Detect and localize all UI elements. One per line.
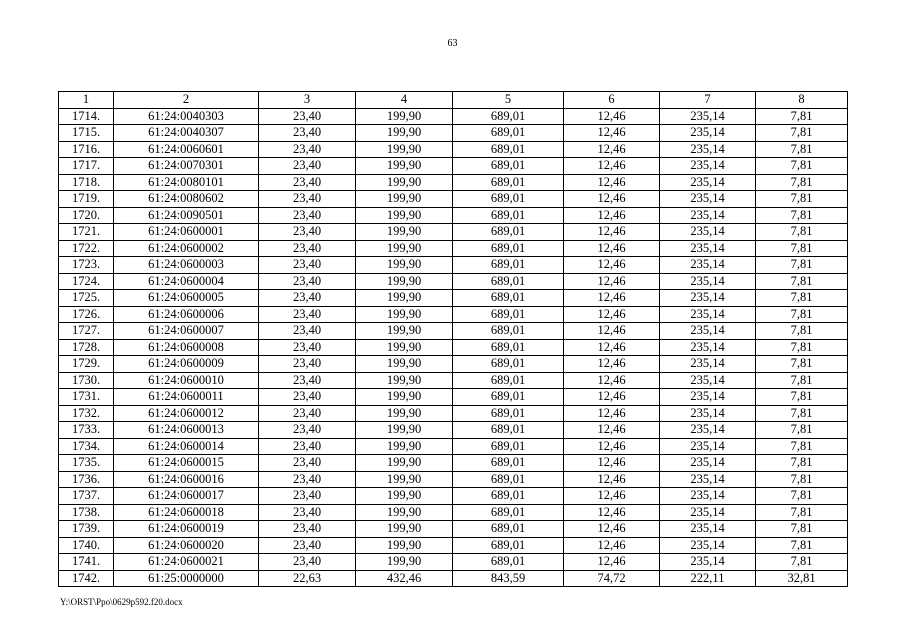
table-cell: 22,63 [259,570,356,587]
table-cell: 7,81 [756,455,848,472]
table-row [59,125,848,142]
table-cell: 689,01 [453,422,564,439]
table-cell: 23,40 [259,471,356,488]
table-cell: 23,40 [259,339,356,356]
table-cell: 61:24:0600005 [114,290,259,307]
table-row [59,257,848,274]
table-row [59,207,848,224]
table-cell: 23,40 [259,521,356,538]
table-cell: 199,90 [356,306,453,323]
table-cell: 689,01 [453,273,564,290]
table-cell: 7,81 [756,339,848,356]
table-cell: 235,14 [660,537,756,554]
table-cell: 199,90 [356,273,453,290]
table-row [59,339,848,356]
table-cell: 199,90 [356,471,453,488]
table-cell: 12,46 [564,141,660,158]
table-cell: 1715. [59,125,114,142]
table-cell: 12,46 [564,191,660,208]
table-cell: 235,14 [660,323,756,340]
table-cell: 199,90 [356,323,453,340]
table-cell: 61:24:0600021 [114,554,259,571]
table-row [59,240,848,257]
column-header: 2 [114,92,259,109]
table-cell: 199,90 [356,207,453,224]
table-cell: 61:24:0040303 [114,108,259,125]
table-cell: 199,90 [356,224,453,241]
table-cell: 235,14 [660,372,756,389]
table-cell: 23,40 [259,306,356,323]
table-row [59,356,848,373]
table-cell: 61:24:0040307 [114,125,259,142]
table-cell: 689,01 [453,240,564,257]
table-cell: 689,01 [453,356,564,373]
table-cell: 23,40 [259,141,356,158]
table-cell: 7,81 [756,257,848,274]
table-cell: 1739. [59,521,114,538]
table-row [59,570,848,587]
table-cell: 23,40 [259,257,356,274]
table-cell: 199,90 [356,521,453,538]
table-cell: 235,14 [660,158,756,175]
table-cell: 12,46 [564,389,660,406]
table-cell: 12,46 [564,339,660,356]
column-header: 4 [356,92,453,109]
table-cell: 23,40 [259,356,356,373]
table-cell: 7,81 [756,273,848,290]
table-cell: 61:24:0600009 [114,356,259,373]
table-cell: 12,46 [564,240,660,257]
table-cell: 61:24:0060601 [114,141,259,158]
table-row [59,372,848,389]
table-cell: 1720. [59,207,114,224]
table-row [59,224,848,241]
table-row [59,323,848,340]
table-cell: 199,90 [356,405,453,422]
table-cell: 61:24:0600011 [114,389,259,406]
table-cell: 235,14 [660,191,756,208]
table-cell: 23,40 [259,323,356,340]
table-cell: 7,81 [756,471,848,488]
table-cell: 689,01 [453,504,564,521]
table-cell: 23,40 [259,488,356,505]
table-cell: 689,01 [453,521,564,538]
table-cell: 222,11 [660,570,756,587]
page-number: 63 [447,38,458,49]
footer-file-path: Y:\ORST\Ppo\0629p592.f20.docx [60,597,183,607]
data-table [58,91,848,587]
table-row [59,438,848,455]
table-row [59,306,848,323]
table-cell: 61:24:0600010 [114,372,259,389]
table-cell: 12,46 [564,257,660,274]
table-cell: 23,40 [259,405,356,422]
table-cell: 61:24:0600002 [114,240,259,257]
table-cell: 689,01 [453,224,564,241]
table-cell: 199,90 [356,422,453,439]
table-cell: 61:24:0600019 [114,521,259,538]
table-cell: 7,81 [756,504,848,521]
table-cell: 1737. [59,488,114,505]
table-cell: 61:24:0090501 [114,207,259,224]
table-cell: 7,81 [756,356,848,373]
table-cell: 7,81 [756,488,848,505]
table-cell: 1721. [59,224,114,241]
table-cell: 235,14 [660,257,756,274]
table-cell: 235,14 [660,108,756,125]
table-cell: 235,14 [660,339,756,356]
table-cell: 199,90 [356,174,453,191]
column-header: 1 [59,92,114,109]
table-row [59,389,848,406]
table-cell: 74,72 [564,570,660,587]
table-cell: 12,46 [564,554,660,571]
table-cell: 235,14 [660,521,756,538]
table-cell: 1726. [59,306,114,323]
table-cell: 1734. [59,438,114,455]
table-cell: 235,14 [660,125,756,142]
table-cell: 12,46 [564,405,660,422]
table-cell: 689,01 [453,339,564,356]
table-cell: 7,81 [756,323,848,340]
table-cell: 12,46 [564,290,660,307]
table-cell: 7,81 [756,438,848,455]
table-cell: 61:24:0600015 [114,455,259,472]
table-cell: 23,40 [259,438,356,455]
table-cell: 1730. [59,372,114,389]
table-cell: 1733. [59,422,114,439]
table-cell: 1716. [59,141,114,158]
table-cell: 7,81 [756,290,848,307]
table-cell: 12,46 [564,438,660,455]
table-cell: 1735. [59,455,114,472]
table-cell: 61:24:0600016 [114,471,259,488]
table-cell: 235,14 [660,356,756,373]
table-cell: 23,40 [259,108,356,125]
table-cell: 689,01 [453,158,564,175]
table-cell: 199,90 [356,257,453,274]
table-cell: 1718. [59,174,114,191]
table-body [59,108,848,587]
table-cell: 12,46 [564,504,660,521]
table-cell: 199,90 [356,240,453,257]
table-cell: 61:24:0600004 [114,273,259,290]
table-cell: 61:24:0070301 [114,158,259,175]
table-cell: 235,14 [660,422,756,439]
table-cell: 7,81 [756,224,848,241]
table-cell: 1729. [59,356,114,373]
column-header: 5 [453,92,564,109]
table-cell: 61:24:0600012 [114,405,259,422]
table-cell: 199,90 [356,488,453,505]
table-cell: 12,46 [564,521,660,538]
table-row [59,158,848,175]
table-row [59,554,848,571]
table-cell: 12,46 [564,306,660,323]
table-row [59,422,848,439]
table-cell: 199,90 [356,537,453,554]
table-cell: 1728. [59,339,114,356]
table-cell: 1725. [59,290,114,307]
table-cell: 7,81 [756,405,848,422]
table-cell: 235,14 [660,554,756,571]
table-cell: 1740. [59,537,114,554]
table-cell: 199,90 [356,125,453,142]
table-cell: 689,01 [453,108,564,125]
table-cell: 12,46 [564,471,660,488]
table-cell: 235,14 [660,389,756,406]
table-cell: 1723. [59,257,114,274]
table-row [59,273,848,290]
table-cell: 23,40 [259,372,356,389]
table-cell: 199,90 [356,339,453,356]
column-header: 8 [756,92,848,109]
table-row [59,405,848,422]
table-cell: 199,90 [356,141,453,158]
table-cell: 23,40 [259,554,356,571]
table-cell: 235,14 [660,207,756,224]
table-cell: 199,90 [356,438,453,455]
table-cell: 7,81 [756,158,848,175]
table-cell: 199,90 [356,191,453,208]
table-cell: 61:24:0600018 [114,504,259,521]
table-cell: 689,01 [453,323,564,340]
table-row [59,537,848,554]
table-cell: 1742. [59,570,114,587]
table-cell: 199,90 [356,389,453,406]
table-cell: 23,40 [259,504,356,521]
table-cell: 1727. [59,323,114,340]
table-cell: 7,81 [756,240,848,257]
table-cell: 7,81 [756,141,848,158]
table-cell: 689,01 [453,471,564,488]
table-cell: 23,40 [259,158,356,175]
table-cell: 689,01 [453,537,564,554]
table-cell: 7,81 [756,372,848,389]
table-cell: 1732. [59,405,114,422]
table-cell: 235,14 [660,504,756,521]
table-cell: 61:24:0600013 [114,422,259,439]
table-cell: 1724. [59,273,114,290]
table-cell: 1736. [59,471,114,488]
table-cell: 12,46 [564,174,660,191]
table-cell: 61:24:0600006 [114,306,259,323]
table-cell: 689,01 [453,389,564,406]
table-cell: 689,01 [453,306,564,323]
table-cell: 689,01 [453,488,564,505]
table-row [59,108,848,125]
table-cell: 32,81 [756,570,848,587]
table-row [59,191,848,208]
table-cell: 23,40 [259,290,356,307]
table-cell: 23,40 [259,389,356,406]
table-cell: 199,90 [356,158,453,175]
table-cell: 7,81 [756,554,848,571]
table-cell: 61:24:0080101 [114,174,259,191]
table-cell: 23,40 [259,207,356,224]
column-header: 3 [259,92,356,109]
table-cell: 23,40 [259,224,356,241]
table-cell: 1741. [59,554,114,571]
table-cell: 1722. [59,240,114,257]
table-cell: 23,40 [259,191,356,208]
table-cell: 12,46 [564,488,660,505]
table-cell: 7,81 [756,191,848,208]
table-cell: 235,14 [660,455,756,472]
table-cell: 689,01 [453,207,564,224]
table-cell: 199,90 [356,504,453,521]
table-row [59,521,848,538]
table-cell: 235,14 [660,174,756,191]
table-cell: 61:24:0080602 [114,191,259,208]
table-cell: 61:24:0600017 [114,488,259,505]
table-cell: 689,01 [453,554,564,571]
table-cell: 12,46 [564,273,660,290]
table-cell: 23,40 [259,273,356,290]
table-cell: 12,46 [564,125,660,142]
table-cell: 23,40 [259,422,356,439]
table-cell: 12,46 [564,158,660,175]
table-cell: 23,40 [259,240,356,257]
table-cell: 235,14 [660,290,756,307]
table-cell: 7,81 [756,174,848,191]
table-cell: 1714. [59,108,114,125]
table-cell: 12,46 [564,422,660,439]
table-cell: 843,59 [453,570,564,587]
table-cell: 61:25:0000000 [114,570,259,587]
table-cell: 23,40 [259,455,356,472]
table-cell: 61:24:0600001 [114,224,259,241]
table-cell: 689,01 [453,191,564,208]
table-cell: 1719. [59,191,114,208]
table-cell: 235,14 [660,306,756,323]
table-cell: 235,14 [660,488,756,505]
table-cell: 199,90 [356,108,453,125]
table-cell: 1731. [59,389,114,406]
table-row [59,174,848,191]
table-cell: 61:24:0600020 [114,537,259,554]
table-cell: 12,46 [564,224,660,241]
table-cell: 23,40 [259,125,356,142]
table-cell: 689,01 [453,141,564,158]
column-header: 6 [564,92,660,109]
table-cell: 235,14 [660,273,756,290]
table-cell: 432,46 [356,570,453,587]
table-cell: 235,14 [660,471,756,488]
table-cell: 235,14 [660,141,756,158]
table-cell: 7,81 [756,207,848,224]
table-cell: 199,90 [356,372,453,389]
table-cell: 12,46 [564,455,660,472]
table-cell: 12,46 [564,372,660,389]
table-cell: 235,14 [660,224,756,241]
table-cell: 199,90 [356,455,453,472]
table-cell: 1738. [59,504,114,521]
table-row [59,504,848,521]
table-cell: 689,01 [453,372,564,389]
table-cell: 689,01 [453,405,564,422]
table-cell: 7,81 [756,537,848,554]
table-cell: 199,90 [356,554,453,571]
table-cell: 689,01 [453,257,564,274]
table-cell: 12,46 [564,537,660,554]
table-row [59,290,848,307]
table-cell: 7,81 [756,125,848,142]
table-row [59,455,848,472]
table-cell: 199,90 [356,356,453,373]
table-cell: 199,90 [356,290,453,307]
table-cell: 12,46 [564,108,660,125]
table-cell: 7,81 [756,108,848,125]
table-cell: 235,14 [660,438,756,455]
table-cell: 689,01 [453,438,564,455]
table-cell: 235,14 [660,240,756,257]
table-cell: 7,81 [756,306,848,323]
table-cell: 61:24:0600008 [114,339,259,356]
table-cell: 23,40 [259,174,356,191]
table-header-row [59,92,848,109]
table-cell: 12,46 [564,207,660,224]
table-cell: 61:24:0600003 [114,257,259,274]
table-cell: 689,01 [453,455,564,472]
table-cell: 7,81 [756,422,848,439]
table-row [59,471,848,488]
table-row [59,141,848,158]
table-row [59,488,848,505]
column-header: 7 [660,92,756,109]
table-cell: 689,01 [453,290,564,307]
table-cell: 689,01 [453,174,564,191]
table-cell: 61:24:0600007 [114,323,259,340]
table-cell: 235,14 [660,405,756,422]
table-cell: 12,46 [564,323,660,340]
table-cell: 1717. [59,158,114,175]
table-cell: 61:24:0600014 [114,438,259,455]
table-cell: 23,40 [259,537,356,554]
table-cell: 689,01 [453,125,564,142]
table-cell: 7,81 [756,521,848,538]
table-cell: 7,81 [756,389,848,406]
table-cell: 12,46 [564,356,660,373]
